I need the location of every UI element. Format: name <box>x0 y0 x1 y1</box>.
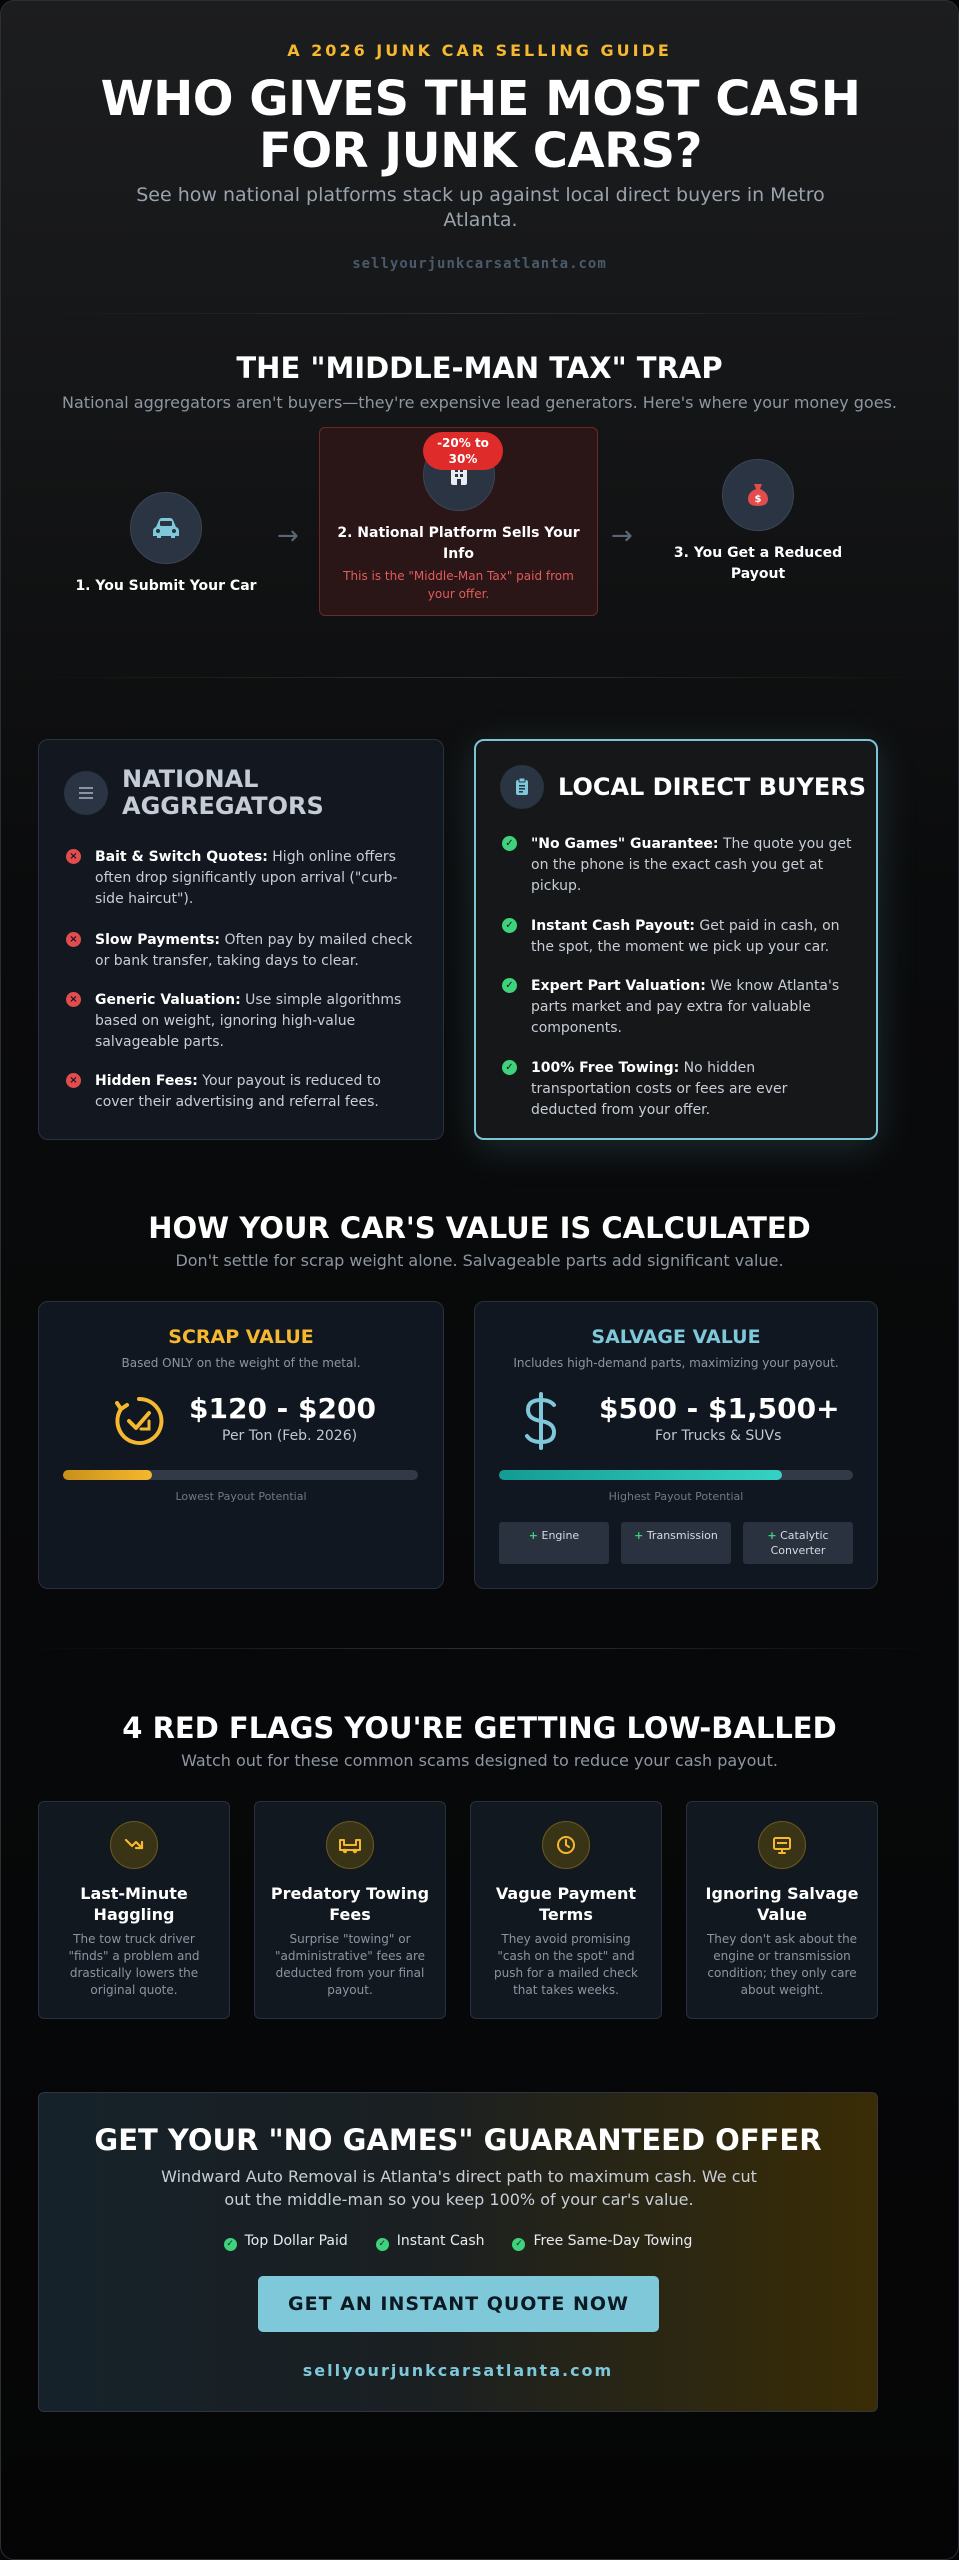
truck-icon <box>326 1821 374 1869</box>
flag-title: Ignoring Salvage Value <box>705 1884 859 1924</box>
scrap-bar-caption: Lowest Payout Potential <box>175 1490 307 1503</box>
part-chip-engine: + Engine <box>499 1522 609 1564</box>
flags-title: 4 RED FLAGS YOU'RE GETTING LOW-BALLED <box>122 1711 837 1745</box>
item-text: No hidden transportation costs or fees are ever deducted from your offer. <box>531 1060 788 1118</box>
item-bold: "No Games" Guarantee: <box>531 836 719 852</box>
cta-title: GET YOUR "NO GAMES" GUARANTEED OFFER <box>94 2123 822 2157</box>
monitor-icon <box>758 1821 806 1869</box>
card-header <box>500 765 866 809</box>
item-bold: Generic Valuation: <box>95 992 241 1008</box>
flag-card <box>686 1801 878 2019</box>
divider <box>21 677 940 678</box>
flags-subtitle: Watch out for these common scams designed to reduce your cash payout. <box>181 1751 778 1770</box>
salvage-title: SALVAGE VALUE <box>591 1326 761 1348</box>
item-bold: 100% Free Towing: <box>531 1060 680 1076</box>
local-direct-buyers-card <box>474 739 878 1140</box>
item-text: Often pay by mailed check or bank transfer, taking days to clear. <box>95 932 413 969</box>
salvage-subtitle: Includes high-demand parts, maximizing your payout. <box>513 1356 839 1370</box>
item-bold: Instant Cash Payout: <box>531 918 695 934</box>
trend-down-icon <box>110 1821 158 1869</box>
scrap-payout-bar-fill <box>63 1470 152 1480</box>
get-instant-quote-button[interactable]: GET AN INSTANT QUOTE NOW <box>258 2276 659 2332</box>
cta-subtitle: Windward Auto Removal is Atlanta's direct path to maximum cash. We cut out the middle-man so you keep 100% of your car's value. <box>161 2167 757 2209</box>
item-text: Use simple algorithms based on weight, ignoring high-value salvageable parts. <box>95 992 402 1050</box>
flag-card <box>254 1801 446 2019</box>
cta-panel <box>38 2092 878 2412</box>
part-chip-transmission: + Transmission <box>621 1522 731 1564</box>
svg-text:$: $ <box>754 494 762 505</box>
money-bag-icon <box>722 459 794 531</box>
hero-url[interactable]: sellyourjunkcarsatlanta.com <box>352 256 607 272</box>
part-label: Engine <box>541 1529 580 1542</box>
cta-benefit-label: Top Dollar Paid <box>244 2233 348 2249</box>
national-aggregators-card <box>38 739 444 1140</box>
list-item <box>66 990 418 1053</box>
list-item <box>502 1058 854 1121</box>
scrap-value-card <box>38 1301 444 1589</box>
arrow-right-icon: → <box>277 521 299 551</box>
clock-icon <box>542 1821 590 1869</box>
salvage-price: $500 - $1,500+ <box>599 1392 840 1425</box>
divider <box>21 313 940 314</box>
hero-title: WHO GIVES THE MOST CASH FOR JUNK CARS? <box>100 71 861 179</box>
hero-subtitle: See how national platforms stack up against local direct buyers in Metro Atlanta. <box>136 184 825 231</box>
part-label: Catalytic Converter <box>770 1529 829 1557</box>
step-label: 2. National Platform Sells Your Info <box>337 525 580 562</box>
scrap-price-unit: Per Ton (Feb. 2026) <box>222 1428 358 1444</box>
check-circle-icon: ✓ <box>376 2238 389 2251</box>
middleman-title: THE "MIDDLE-MAN TAX" TRAP <box>236 351 723 385</box>
flag-text: They avoid promising "cash on the spot" and push for a mailed check that takes weeks. <box>493 1932 639 1997</box>
part-chip-catalytic-converter: + Catalytic Converter <box>743 1522 853 1564</box>
cta-benefit <box>224 2233 348 2251</box>
scrap-payout-bar <box>63 1470 418 1480</box>
check-circle-icon: ✓ <box>502 1060 517 1075</box>
middleman-subtitle: National aggregators aren't buyers—they're expensive lead generators. Here's where your money goes. <box>62 393 897 412</box>
list-item <box>502 834 854 897</box>
salvage-payout-bar <box>499 1470 853 1480</box>
scrap-title: SCRAP VALUE <box>168 1326 314 1348</box>
item-text: Your payout is reduced to cover their advertising and referral fees. <box>95 1073 381 1110</box>
check-circle-icon: ✓ <box>502 978 517 993</box>
card-title: LOCAL DIRECT BUYERS <box>558 772 867 801</box>
cta-benefits <box>39 2233 877 2251</box>
list-item <box>66 847 418 910</box>
item-text: Get paid in cash, on the spot, the moment we pick up your car. <box>531 918 840 955</box>
scrap-price: $120 - $200 <box>189 1392 376 1425</box>
car-icon <box>130 492 202 564</box>
card-header <box>64 766 382 820</box>
cta-benefit-label: Free Same-Day Towing <box>533 2233 693 2249</box>
check-circle-icon: ✓ <box>502 918 517 933</box>
salvage-payout-bar-fill <box>499 1470 782 1480</box>
divider <box>21 1648 940 1649</box>
cta-benefit-label: Instant Cash <box>396 2233 485 2249</box>
item-bold: Slow Payments: <box>95 932 221 948</box>
item-text: High online offers often drop significantly upon arrival ("curb-side haircut"). <box>95 849 398 907</box>
x-circle-icon: × <box>66 849 81 864</box>
item-bold: Expert Part Valuation: <box>531 978 706 994</box>
list-item <box>66 1071 418 1113</box>
flag-text: They don't ask about the engine or transmission condition; they only care about weight. <box>706 1932 858 1997</box>
hero-kicker: A 2026 JUNK CAR SELLING GUIDE <box>287 41 672 60</box>
cta-benefit <box>512 2233 692 2251</box>
clipboard-icon <box>500 765 544 809</box>
step-label: 3. You Get a Reduced Payout <box>673 545 843 582</box>
flag-title: Vague Payment Terms <box>495 1884 637 1924</box>
cta-url[interactable]: sellyourjunkcarsatlanta.com <box>302 2361 614 2380</box>
item-text: The quote you get on the phone is the exact cash you get at pickup. <box>531 836 852 894</box>
list-item <box>66 930 418 972</box>
step-submit-car <box>53 492 279 597</box>
flag-text: Surprise "towing" or "administrative" fees are deducted from your final payout. <box>274 1932 426 1997</box>
salvage-value-card <box>474 1301 878 1589</box>
x-circle-icon: × <box>66 1073 81 1088</box>
list-item <box>502 976 854 1039</box>
step-label: 1. You Submit Your Car <box>75 578 257 594</box>
check-circle-icon: ✓ <box>224 2238 237 2251</box>
x-circle-icon: × <box>66 932 81 947</box>
coin-check-icon <box>111 1393 167 1453</box>
step-reduced-payout <box>651 459 865 585</box>
list-item <box>502 916 854 958</box>
scrap-subtitle: Based ONLY on the weight of the metal. <box>121 1356 361 1370</box>
item-text: We know Atlanta's parts market and pay extra for valuable components. <box>531 978 840 1036</box>
middleman-tax-badge: -20% to 30% <box>423 432 503 470</box>
flag-card <box>38 1801 230 2019</box>
salvage-bar-caption: Highest Payout Potential <box>608 1490 744 1503</box>
value-subtitle: Don't settle for scrap weight alone. Salvageable parts add significant value. <box>175 1251 784 1270</box>
check-circle-icon: ✓ <box>512 2238 525 2251</box>
flag-title: Predatory Towing Fees <box>270 1884 430 1924</box>
x-circle-icon: × <box>66 992 81 1007</box>
value-title: HOW YOUR CAR'S VALUE IS CALCULATED <box>148 1211 811 1245</box>
item-bold: Hidden Fees: <box>95 1073 198 1089</box>
item-bold: Bait & Switch Quotes: <box>95 849 268 865</box>
cta-benefit <box>376 2233 485 2251</box>
list-icon <box>64 771 108 815</box>
part-label: Transmission <box>646 1529 718 1542</box>
flag-card <box>470 1801 662 2019</box>
flag-title: Last-Minute Haggling <box>80 1884 188 1924</box>
check-circle-icon: ✓ <box>502 836 517 851</box>
arrow-right-icon: → <box>611 521 633 551</box>
dollar-icon <box>521 1391 561 1455</box>
middleman-tax-note: This is the "Middle-Man Tax" paid from your offer. <box>343 569 574 601</box>
flag-text: The tow truck driver "finds" a problem and drastically lowers the original quote. <box>68 1932 200 1997</box>
card-title: NATIONAL AGGREGATORS <box>122 765 324 820</box>
salvage-price-unit: For Trucks & SUVs <box>655 1428 782 1444</box>
